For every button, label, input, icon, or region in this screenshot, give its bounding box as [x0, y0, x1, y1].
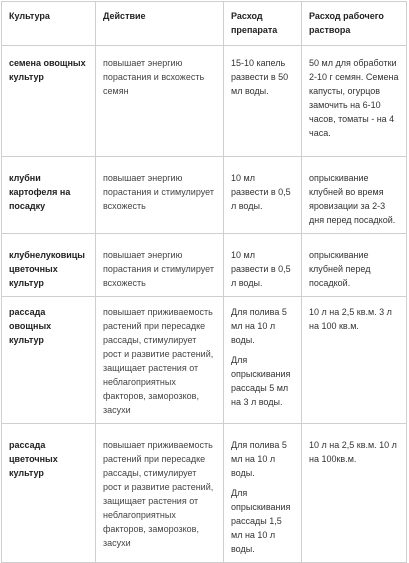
dose-text: Для полива 5 мл на 10 л воды. — [231, 307, 287, 345]
action-cell: повышает энергию порастания и всхожесть семян — [96, 46, 224, 157]
action-cell: повышает приживаемость растений при пересадке рассады, стимулирует рост и развитие растений, защищает растения от неблагоприятных факторов, заморозков, засухи — [96, 297, 224, 424]
solution-text: 50 мл для обработки 2-10 г семян. Семена капусты, огурцов замочить на 6-10 часов, томаты - на 4 часа. — [309, 58, 399, 138]
table-row — [2, 297, 407, 424]
dose-text: 10 мл развести в 0,5 л воды. — [231, 250, 291, 288]
table-row — [2, 46, 407, 157]
action-cell: повышает энергию порастания и стимулирует всхожесть — [96, 157, 224, 234]
solution-text: опрыскивание клубней во время яровизации за 2-3 дня перед посадкой. — [309, 173, 396, 225]
table-row — [2, 424, 407, 563]
solution-cell — [302, 157, 407, 234]
solution-cell — [302, 424, 407, 563]
dose-text: 10 мл развести в 0,5 л воды. — [231, 173, 291, 211]
dose-text: Для полива 5 мл на 10 л воды. — [231, 440, 287, 478]
dose-cell — [224, 157, 302, 234]
dose-cell — [224, 46, 302, 157]
solution-cell — [302, 234, 407, 297]
culture-cell: рассада цветочных культур — [2, 424, 96, 563]
header-action: Действие — [96, 2, 224, 46]
table-row — [2, 157, 407, 234]
dose-text: Для опрыскивания рассады 1,5 мл на 10 л воды. — [231, 488, 291, 554]
usage-table — [1, 1, 407, 563]
culture-cell: клубни картофеля на посадку — [2, 157, 96, 234]
dose-cell — [224, 424, 302, 563]
table-row — [2, 234, 407, 297]
table-header — [2, 2, 407, 46]
action-cell: повышает приживаемость растений при пересадке рассады, стимулирует рост и развитие растений, защищает растения от неблагоприятных факторов, заморозков, засухи — [96, 424, 224, 563]
culture-cell: рассада овощных культур — [2, 297, 96, 424]
header-row — [2, 2, 407, 46]
action-cell: повышает энергию порастания и стимулирует всхожесть — [96, 234, 224, 297]
solution-cell — [302, 297, 407, 424]
dose-cell — [224, 297, 302, 424]
dose-text: 15-10 капель развести в 50 мл воды. — [231, 58, 289, 96]
dose-text: Для опрыскивания рассады 5 мл на 3 л воды. — [231, 355, 291, 407]
header-solution: Расход рабочего раствора — [302, 2, 407, 46]
culture-cell: клубнелуковицы цветочных культур — [2, 234, 96, 297]
solution-cell — [302, 46, 407, 157]
solution-text: 10 л на 2,5 кв.м. 10 л на 100кв.м. — [309, 440, 397, 464]
header-culture: Культура — [2, 2, 96, 46]
culture-cell: семена овощных культур — [2, 46, 96, 157]
header-dose: Расход препарата — [224, 2, 302, 46]
solution-text: 10 л на 2,5 кв.м. 3 л на 100 кв.м. — [309, 307, 392, 331]
table-body — [2, 46, 407, 563]
dose-cell — [224, 234, 302, 297]
solution-text: опрыскивание клубней перед посадкой. — [309, 250, 371, 288]
